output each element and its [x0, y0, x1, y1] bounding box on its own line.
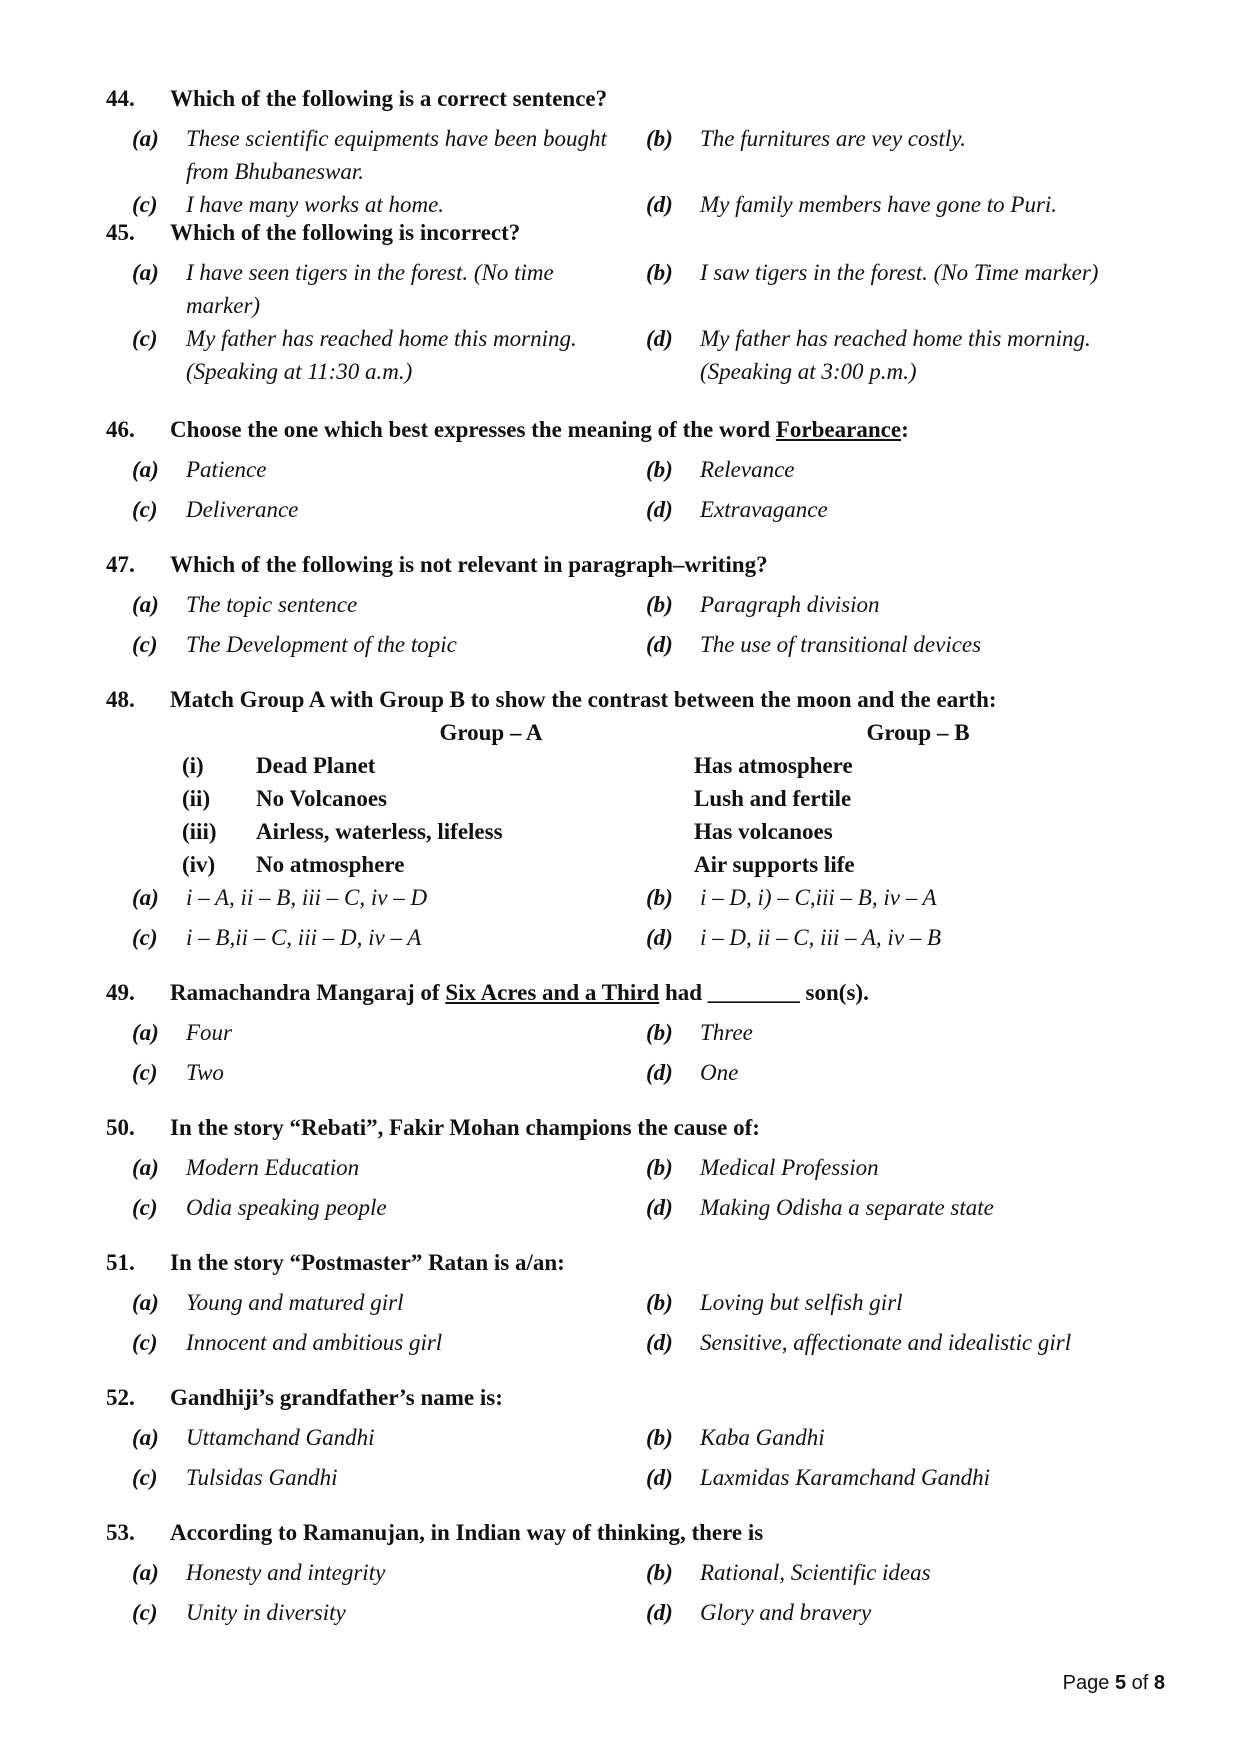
- option-a: (a) I have seen tigers in the forest. (No time marker): [132, 260, 554, 318]
- question-47: [106, 548, 1146, 661]
- option-d: (d) Laxmidas Karamchand Gandhi: [646, 1465, 991, 1490]
- option-d: (d) My family members have gone to Puri.: [646, 192, 1058, 217]
- question-46: [106, 413, 1146, 526]
- question-text: In the story “Rebati”, Fakir Mohan champions the cause of:: [170, 1115, 760, 1140]
- match-row: (iv) No atmosphere Air supports life: [182, 852, 855, 877]
- option-c: (c) i – B,ii – C, iii – D, iv – A: [132, 925, 422, 950]
- underlined-word: Forbearance: [775, 417, 902, 442]
- question-text: In the story “Postmaster” Ratan is a/an:: [170, 1250, 565, 1275]
- option-c: (c) Tulsidas Gandhi: [132, 1465, 338, 1490]
- option-b: (b) Medical Profession: [646, 1155, 879, 1180]
- option-b: (b) Relevance: [646, 457, 795, 482]
- question-number: 52.: [106, 1385, 135, 1410]
- option-a: (a) Modern Education: [132, 1155, 360, 1180]
- question-52: [106, 1381, 1146, 1494]
- option-b: (b) I saw tigers in the forest. (No Time marker): [646, 260, 1099, 285]
- question-number: 46.: [106, 417, 135, 442]
- group-b-title: Group – B: [866, 720, 970, 745]
- question-number: 51.: [106, 1250, 135, 1275]
- option-d: (d) Extravagance: [646, 497, 828, 522]
- question-number: 50.: [106, 1115, 135, 1140]
- option-a: (a) The topic sentence: [132, 592, 358, 617]
- question-text: Ramachandra Mangaraj of Six Acres and a Third had ________ son(s).: [170, 980, 869, 1005]
- option-a: (a) Patience: [132, 457, 267, 482]
- question-number: 44.: [106, 86, 135, 111]
- option-b: (b) Rational, Scientific ideas: [646, 1560, 931, 1585]
- option-b: (b) Paragraph division: [646, 592, 880, 617]
- question-text: Gandhiji’s grandfather’s name is:: [170, 1385, 503, 1410]
- option-d: (d) Making Odisha a separate state: [646, 1195, 994, 1220]
- option-c: (c) My father has reached home this morning. (Speaking at 11:30 a.m.): [132, 326, 577, 384]
- option-c: (c) Two: [132, 1060, 224, 1085]
- option-a: (a) Four: [132, 1020, 232, 1045]
- option-a: (a) These scientific equipments have been bought from Bhubaneswar.: [132, 126, 607, 184]
- question-number: 48.: [106, 687, 135, 712]
- option-d: (d) i – D, ii – C, iii – A, iv – B: [646, 925, 942, 950]
- option-d: (d) My father has reached home this morning. (Speaking at 3:00 p.m.): [646, 326, 1091, 384]
- question-text: Which of the following is not relevant in paragraph–writing?: [170, 552, 768, 577]
- question-number: 47.: [106, 552, 135, 577]
- question-51: [106, 1246, 1146, 1359]
- question-text: Which of the following is a correct sentence?: [170, 86, 608, 111]
- option-b: (b) The furnitures are vey costly.: [646, 126, 966, 151]
- underlined-title: Six Acres and a Third: [445, 980, 660, 1005]
- option-c: (c) I have many works at home.: [132, 192, 445, 217]
- question-number: 49.: [106, 980, 135, 1005]
- question-49: [106, 976, 1146, 1089]
- match-row: (i) Dead Planet Has atmosphere: [182, 753, 853, 778]
- question-text: Which of the following is incorrect?: [170, 220, 521, 245]
- option-b: (b) Loving but selfish girl: [646, 1290, 903, 1315]
- option-c: (c) Unity in diversity: [132, 1600, 346, 1625]
- question-text: Match Group A with Group B to show the contrast between the moon and the earth:: [170, 687, 997, 712]
- match-table: [182, 716, 1146, 881]
- question-45: [106, 216, 1146, 388]
- option-a: (a) Honesty and integrity: [132, 1560, 386, 1585]
- question-number: 45.: [106, 220, 135, 245]
- option-c: (c) Innocent and ambitious girl: [132, 1330, 443, 1355]
- option-b: (b) Three: [646, 1020, 753, 1045]
- option-c: (c) Odia speaking people: [132, 1195, 387, 1220]
- group-a-title: Group – A: [439, 720, 543, 745]
- option-a: (a) Young and matured girl: [132, 1290, 404, 1315]
- page-number: Page 5 of 8: [1062, 1672, 1165, 1694]
- question-44: [106, 82, 1146, 221]
- question-50: [106, 1111, 1146, 1224]
- question-text: According to Ramanujan, in Indian way of thinking, there is: [170, 1520, 764, 1545]
- question-48: [106, 683, 1146, 954]
- question-number: 53.: [106, 1520, 135, 1545]
- option-d: (d) One: [646, 1060, 739, 1085]
- option-a: (a) Uttamchand Gandhi: [132, 1425, 375, 1450]
- match-row: (iii) Airless, waterless, lifeless Has volcanoes: [182, 819, 833, 844]
- option-c: (c) The Development of the topic: [132, 632, 457, 657]
- option-d: (d) Glory and bravery: [646, 1600, 872, 1625]
- match-row: (ii) No Volcanoes Lush and fertile: [182, 786, 852, 811]
- option-d: (d) Sensitive, affectionate and idealistic girl: [646, 1330, 1072, 1355]
- option-d: (d) The use of transitional devices: [646, 632, 982, 657]
- question-text: Choose the one which best expresses the meaning of the word Forbearance:: [170, 417, 909, 442]
- option-b: (b) Kaba Gandhi: [646, 1425, 825, 1450]
- option-b: (b) i – D, i) – C,iii – B, iv – A: [646, 885, 937, 910]
- option-a: (a) i – A, ii – B, iii – C, iv – D: [132, 885, 428, 910]
- option-c: (c) Deliverance: [132, 497, 299, 522]
- question-53: [106, 1516, 1146, 1629]
